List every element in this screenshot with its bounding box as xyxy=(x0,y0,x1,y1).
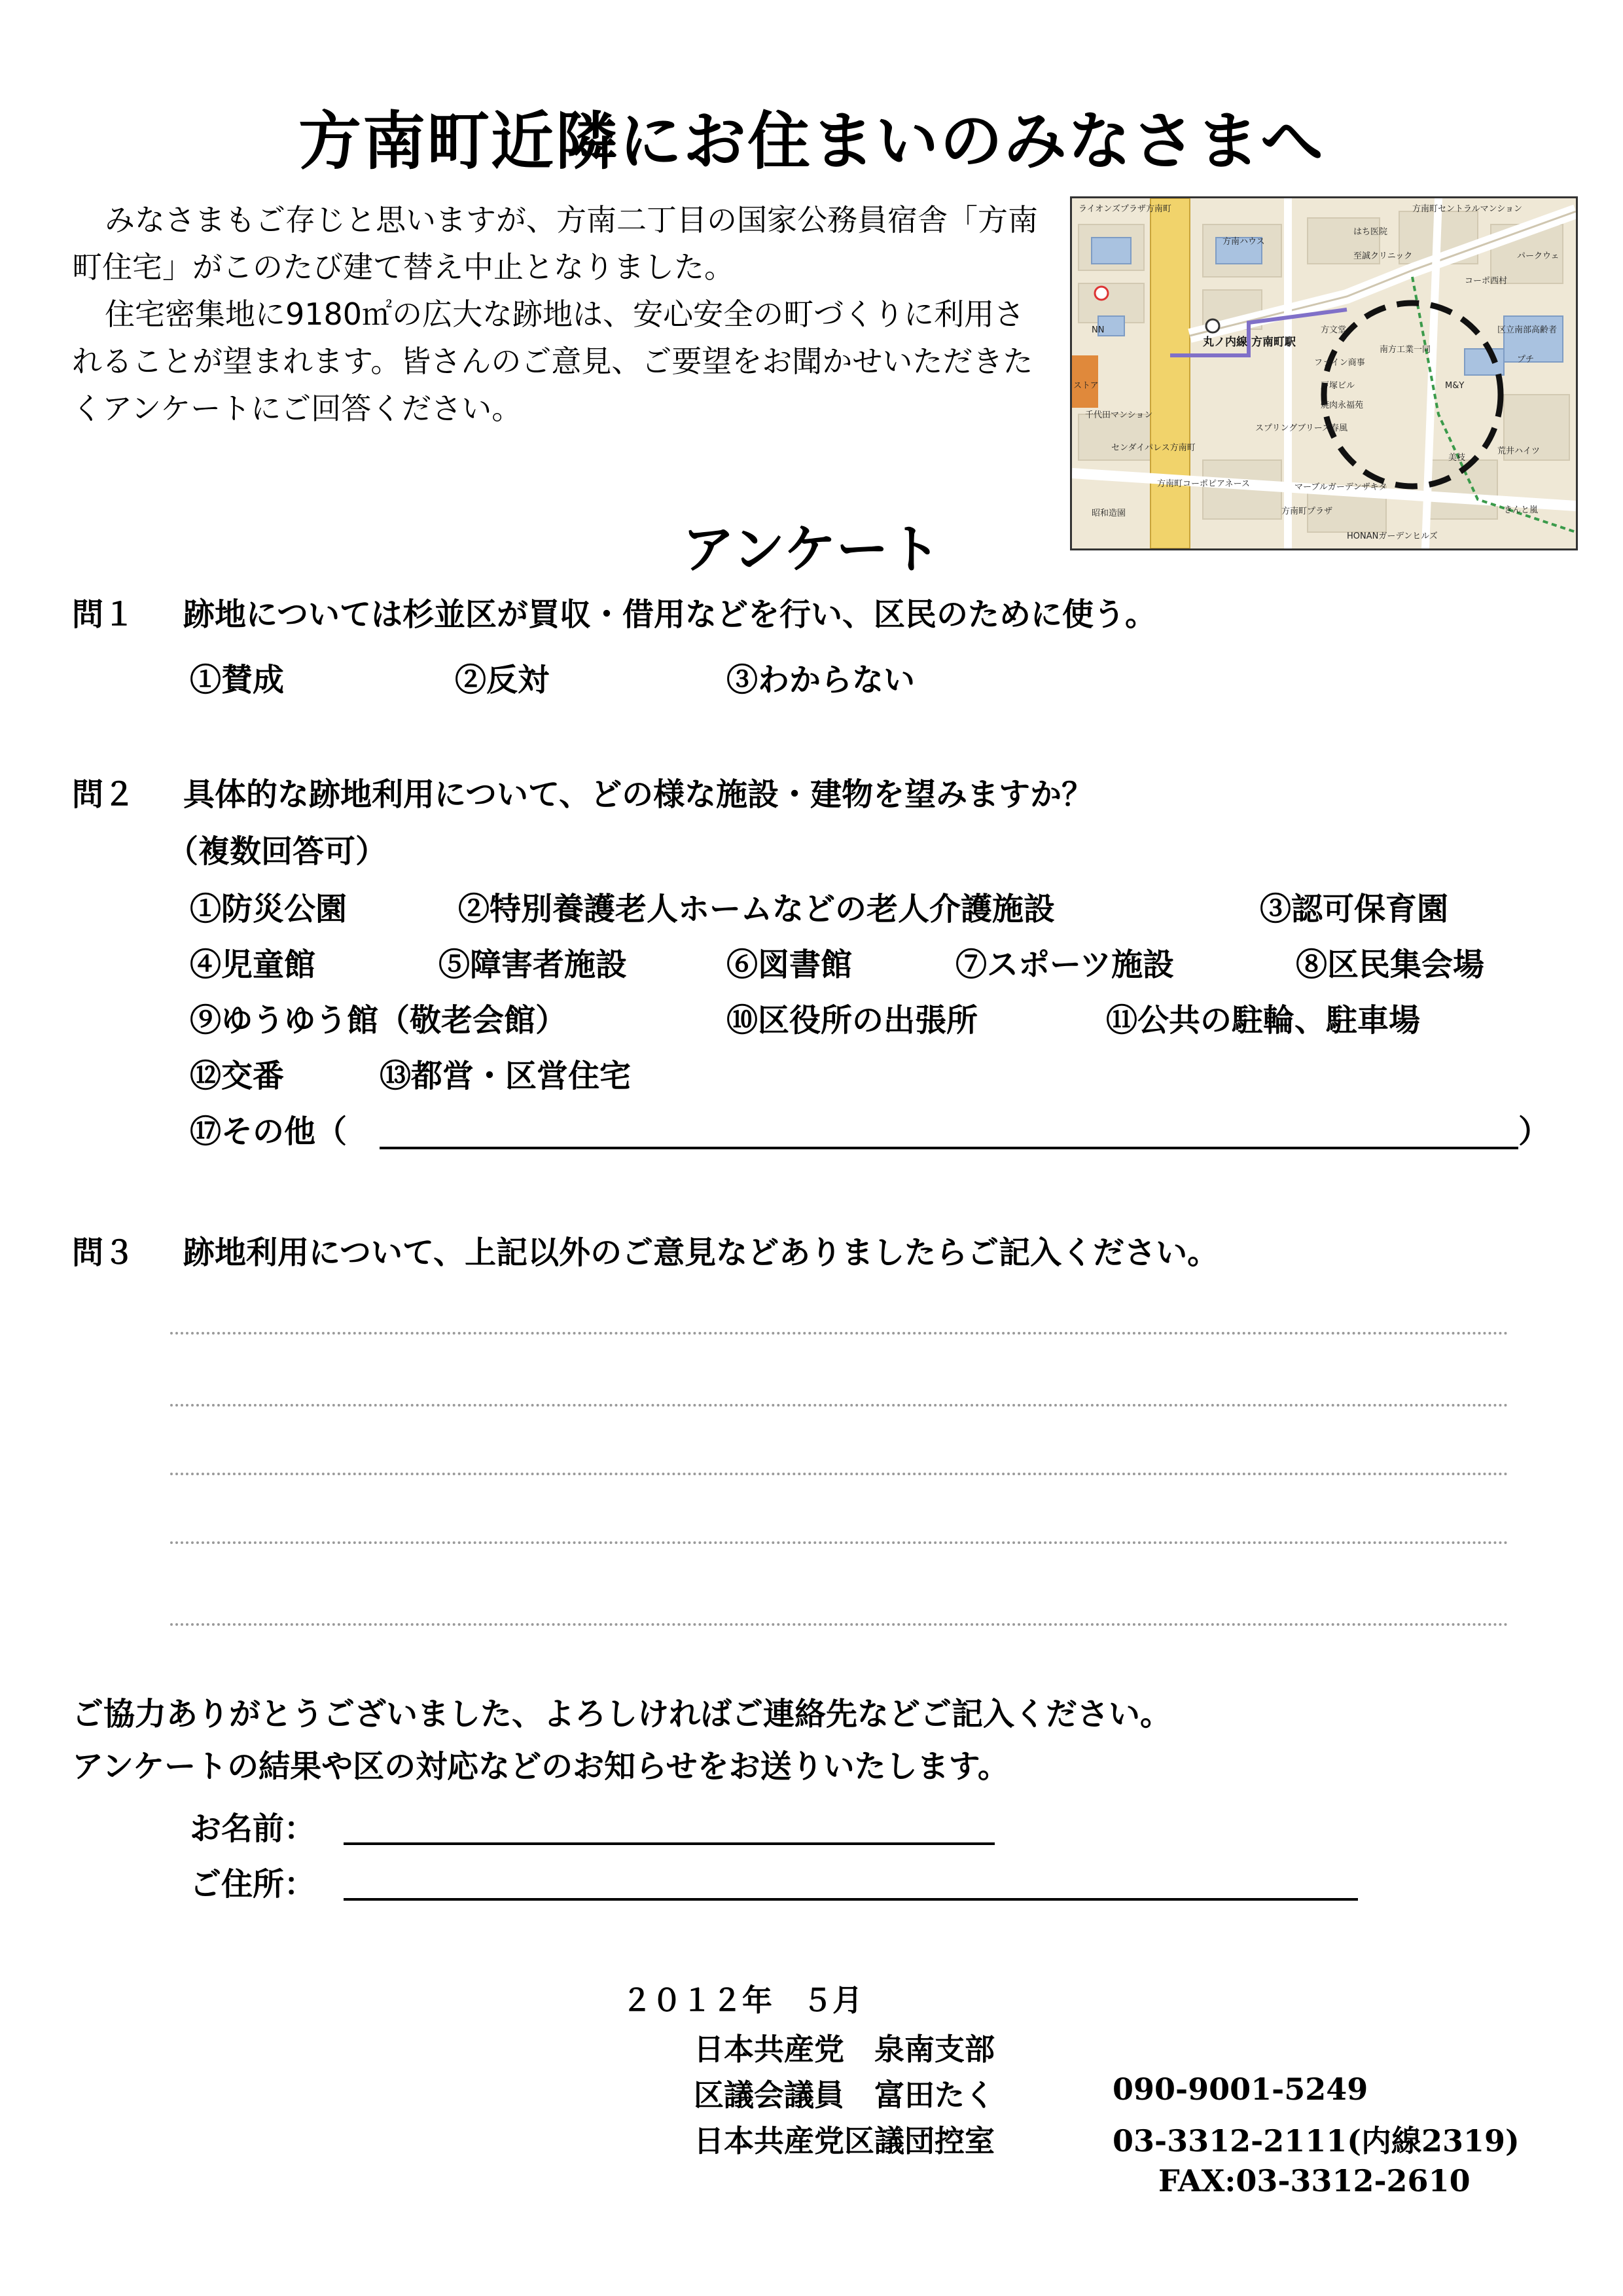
map-label-marble: マーブルガーデンザキタ xyxy=(1294,482,1387,492)
question-3 xyxy=(72,1227,1219,1272)
map-label-chiyoda: 千代田マンション xyxy=(1085,410,1153,420)
map-label-showa: 昭和造園 xyxy=(1092,509,1126,518)
q2-other-label: ⑰その他（ xyxy=(190,1113,348,1150)
map-label-arai: 荒井ハイツ xyxy=(1497,446,1541,456)
map-label-minami-apt: 区立南部高齢者 xyxy=(1497,325,1558,335)
address-label: ご住所： xyxy=(190,1866,316,1903)
map-label-hanaku: はち医院 xyxy=(1353,227,1388,237)
intro-paragraph-2: 住宅密集地に9180㎡の広大な跡地は、安心安全の町づくりに利用されることが望まれます。皆さんのご意見、ご要望をお聞かせいただきたくアンケートにご回答ください。 xyxy=(72,296,1033,426)
map-label-house: 方南ハウス xyxy=(1222,237,1265,247)
question-3-text: 跡地利用について、上記以外のご意見などありましたらご記入ください。 xyxy=(183,1234,1219,1271)
map-label-lion-plaza: ライオンズプラザ方南町 xyxy=(1079,204,1171,214)
map-label-tonya: 戸塚ビル xyxy=(1321,381,1355,391)
q2-option-3[interactable]: ③認可保育園 xyxy=(1260,891,1449,927)
area-map xyxy=(1070,196,1578,550)
survey-title: アンケート xyxy=(682,519,941,580)
closing-line-1: ご協力ありがとうございました、よろしければご連絡先などご記入ください。 xyxy=(72,1696,1172,1732)
map-label-nn: NN xyxy=(1092,325,1105,335)
q2-option-4[interactable]: ④児童館 xyxy=(190,946,316,983)
map-label-sendai: センダイパレス方南町 xyxy=(1111,443,1196,453)
q2-option-5[interactable]: ⑤障害者施設 xyxy=(438,946,628,983)
map-label-puchi: プチ xyxy=(1517,355,1535,365)
q3-answer-line-2[interactable] xyxy=(170,1404,1508,1407)
map-label-station: 丸ノ内線 方南町駅 xyxy=(1203,336,1296,349)
q2-option-1[interactable]: ①防災公園 xyxy=(190,891,348,927)
name-label: お名前： xyxy=(190,1810,316,1847)
map-label-coop: コーポ西村 xyxy=(1465,276,1508,286)
map-label-spring: スプリングブリーズ春風 xyxy=(1255,423,1348,433)
question-3-number: 問３ xyxy=(72,1234,135,1271)
map-label-kinto: きんと嵐 xyxy=(1504,505,1539,515)
q2-option-6[interactable]: ⑥図書館 xyxy=(726,946,853,983)
map-label-plaza2: 方南町プラザ xyxy=(1281,507,1333,516)
address-input[interactable] xyxy=(344,1898,1358,1901)
q1-option-3[interactable]: ③わからない xyxy=(726,662,916,698)
q2-option-7[interactable]: ⑦スポーツ施設 xyxy=(955,946,1175,983)
q2-other-input[interactable] xyxy=(380,1147,1518,1149)
intro-text xyxy=(72,196,1054,432)
q1-option-1[interactable]: ①賛成 xyxy=(190,662,285,698)
q3-answer-line-4[interactable] xyxy=(170,1541,1508,1544)
question-2-text: 具体的な跡地利用について、どの様な施設・建物を望みますか？ xyxy=(183,776,1094,813)
q2-option-12[interactable]: ⑫交番 xyxy=(190,1058,285,1094)
q3-answer-line-3[interactable] xyxy=(170,1473,1508,1475)
map-label-nanbu: 方南町コーポピアネース xyxy=(1157,479,1250,489)
q2-option-2[interactable]: ②特別養護老人ホームなどの老人介護施設 xyxy=(458,891,1056,927)
footer-org: 日本共産党 泉南支部 xyxy=(694,2032,995,2067)
map-label-park: パークウェ xyxy=(1517,251,1560,261)
footer-office-phone: 03-3312-2111(内線2319) xyxy=(1113,2123,1520,2159)
q2-note: （複数回答可） xyxy=(167,833,387,870)
q2-option-8[interactable]: ⑧区民集会場 xyxy=(1296,946,1485,983)
map-label-my: M&Y xyxy=(1445,381,1465,391)
closing-line-2: アンケートの結果や区の対応などのお知らせをお送りいたします。 xyxy=(72,1748,1009,1785)
map-label-family: 美枝 xyxy=(1448,453,1466,463)
q2-option-11[interactable]: ⑪公共の駐輪、駐車場 xyxy=(1106,1002,1421,1039)
map-drawing xyxy=(1072,198,1576,548)
map-label-central-mansion: 方南町セントラルマンション xyxy=(1412,204,1523,214)
question-1-text: 跡地については杉並区が買収・借用などを行い、区民のために使う。 xyxy=(183,596,1157,633)
map-label-store: ストア xyxy=(1073,381,1099,391)
footer-member-phone: 090-9001-5249 xyxy=(1113,2072,1368,2107)
q2-option-13[interactable]: ⑬都営・区営住宅 xyxy=(380,1058,632,1094)
map-label-clinic: 至誠クリニック xyxy=(1353,251,1413,261)
map-label-honan-garden: HONANガーデンヒルズ xyxy=(1347,531,1438,541)
q1-option-2[interactable]: ②反対 xyxy=(455,662,550,698)
question-1-number: 問１ xyxy=(72,596,135,633)
page-title: 方南町近隣にお住まいのみなさまへ xyxy=(298,105,1325,178)
question-2 xyxy=(72,769,1093,814)
footer-office-label: 日本共産党区議団控室 xyxy=(694,2123,995,2159)
map-label-shop-nine: ファイン商事 xyxy=(1314,358,1365,368)
q2-option-10[interactable]: ⑩区役所の出張所 xyxy=(726,1002,978,1039)
q2-option-9[interactable]: ⑨ゆうゆう館（敬老会館） xyxy=(190,1002,567,1039)
q3-answer-line-5[interactable] xyxy=(170,1623,1508,1626)
map-label-bunkado: 方文堂 xyxy=(1321,325,1347,335)
footer-fax: FAX:03-3312-2610 xyxy=(1158,2163,1471,2198)
q3-answer-line-1[interactable] xyxy=(170,1332,1508,1335)
footer-member-label: 区議会議員 富田たく xyxy=(694,2077,995,2113)
question-1 xyxy=(72,589,1156,634)
footer-date: ２０１２年 ５月 xyxy=(622,1982,863,2018)
name-input[interactable] xyxy=(344,1842,995,1845)
q2-other-close: ） xyxy=(1518,1113,1550,1150)
map-label-factory: 南方工業一同 xyxy=(1380,345,1431,355)
intro-paragraph-1: みなさまもご存じと思いますが、方南二丁目の国家公務員宿舎「方南町住宅」がこのたび建て替え中止となりました。 xyxy=(72,202,1038,285)
question-2-number: 問２ xyxy=(72,776,135,813)
map-label-yakiniku: 焼肉永福苑 xyxy=(1321,401,1364,410)
